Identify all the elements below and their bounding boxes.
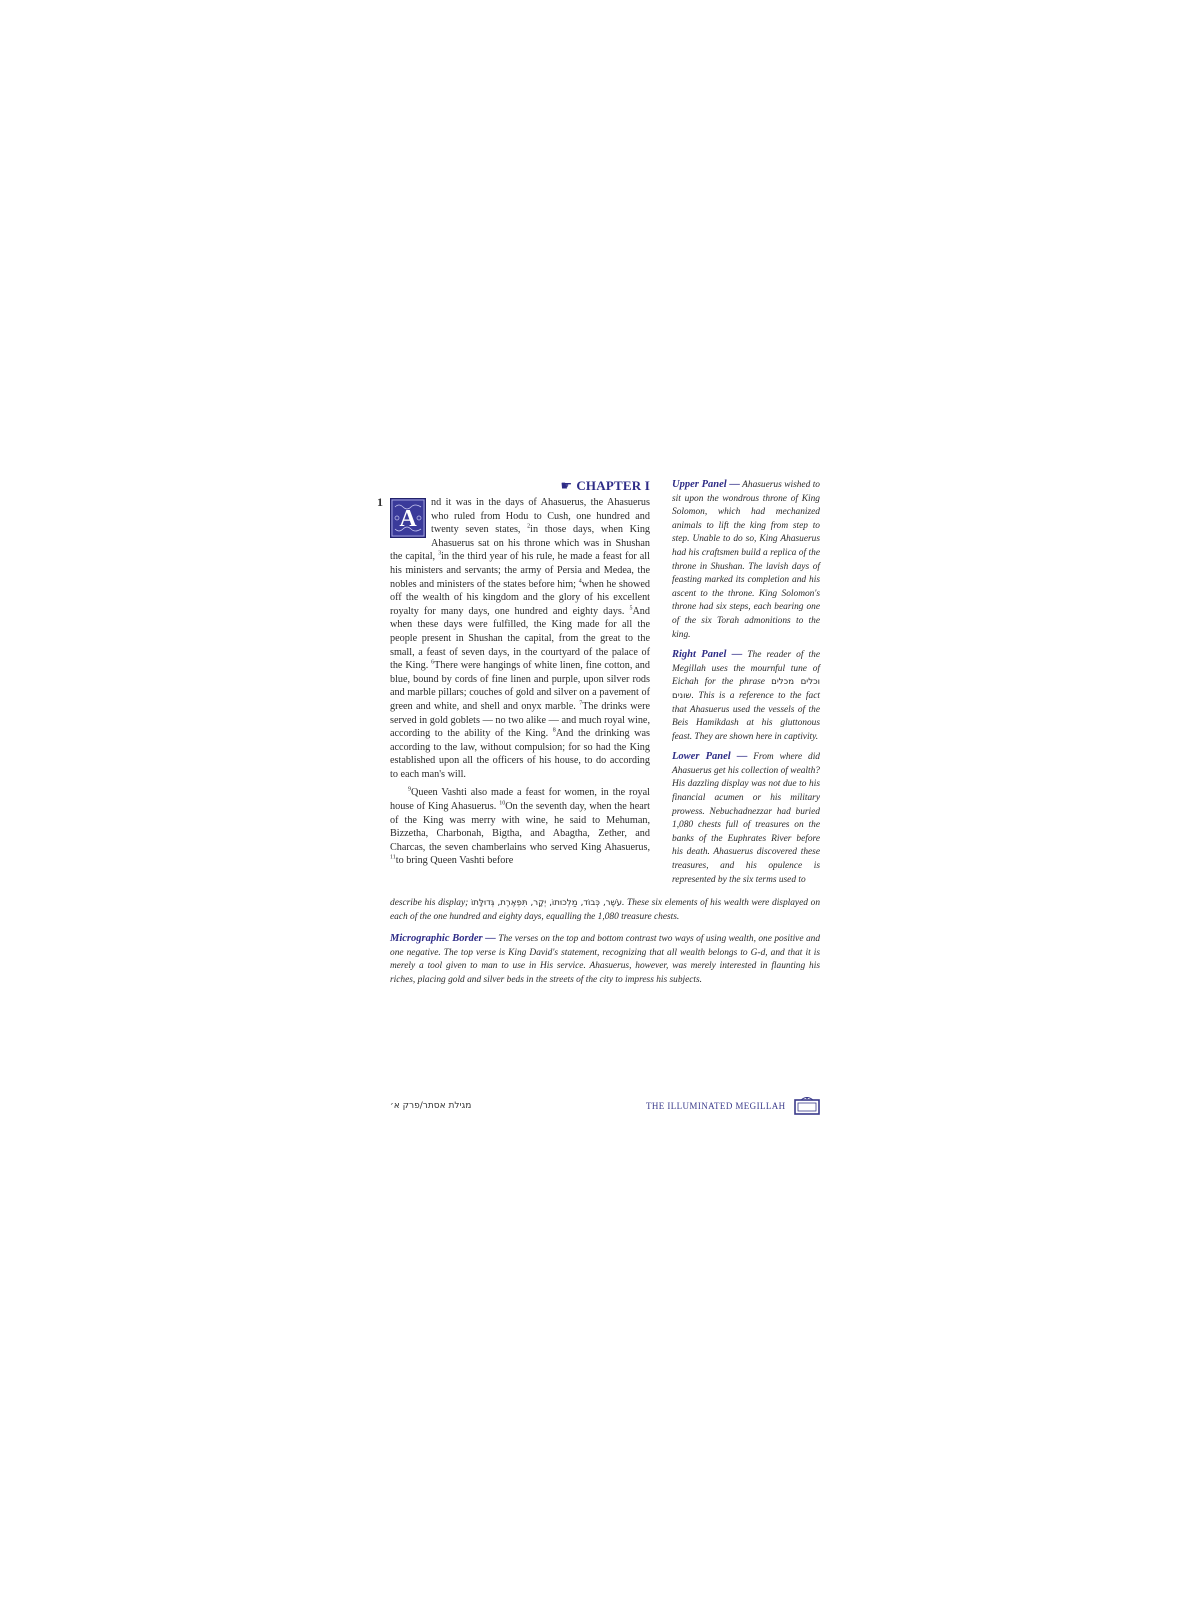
- verse-number: 6: [431, 659, 435, 666]
- scripture-text: [390, 496, 650, 868]
- right-panel-hebrew-phrase: וכלים מכלים שונים: [672, 677, 820, 701]
- verse-text: to bring Queen Vashti before: [395, 855, 514, 867]
- verse-number: 5: [629, 605, 633, 612]
- verse-number: 9: [408, 787, 411, 794]
- footer-hebrew-running-head: מגילת אסתר/פרק א׳: [390, 1101, 472, 1111]
- verse-text: Queen Vashti also made a feast for women, in the royal house of King Ahasuerus.: [390, 787, 650, 813]
- right-panel-text-before: The reader of the Megillah uses the mournful tune of Eichah for the phrase: [672, 650, 820, 688]
- scripture-paragraph-2: [390, 786, 650, 868]
- pointing-hand-icon: ☛: [560, 478, 573, 493]
- verse-number: 10: [499, 800, 506, 807]
- dropcap-letter: A: [399, 506, 417, 532]
- illuminated-dropcap: [390, 498, 426, 538]
- verse-text: in the third year of his rule, he made a feast for all his ministers and servants; the army of Persia and Medea, the nobles and ministers of the states before him;: [390, 551, 650, 590]
- verse-text: in those days, when King Ahasuerus sat on his throne which was in Shushan the capital,: [390, 524, 651, 563]
- right-panel-text-after: . This is a reference to the fact that Ahasuerus used the vessels of the Beis Hamikdash at his gluttonous feast. They are shown here in captivity.: [672, 690, 820, 742]
- verse-text: There were hangings of white linen, fine cotton, and blue, bound by cords of fine linen and purple, upon silver rods and marble pillars; couches of gold and silver on a pavement of green and white, and shell and onyx marble.: [390, 660, 650, 712]
- verse-number: 3: [438, 550, 442, 557]
- verse-text: nd it was in the days of Ahasuerus, the Ahasuerus who ruled from Hodu to Cush, one hundred and twenty seven states,: [431, 497, 650, 536]
- verse-text: The drinks were served in gold goblets — no two alike — and much royal wine, according to the ability of the King.: [390, 700, 650, 740]
- full-width-notes: [390, 897, 820, 996]
- micrographic-border-note: [390, 932, 820, 987]
- scripture-paragraph-1-text: [390, 497, 650, 780]
- verse-number: 7: [579, 700, 583, 707]
- continuation-text-after: . These six elements of his wealth were displayed on each of the one hundred and eighty days, equalling the 1,080 treasure chests.: [390, 898, 821, 922]
- book-frame-icon: [793, 1096, 821, 1116]
- upper-panel-heading: Upper Panel —: [672, 479, 740, 490]
- lower-panel-text: From where did Ahasuerus get his collection of wealth? His dazzling display was not due to his financial acumen or his military prowess. Nebuchadnezzar had buried 1,080 chests full of treasures on the banks of the Euphrates River before his death. Ahasuerus discovered these treasures, and his opulence is represented by the six terms used to: [672, 752, 820, 885]
- main-text-column: [377, 478, 651, 868]
- verse-text: And the drinking was according to the law, without compulsion; for so had the King established upon all the officers of his house, to do according to each man's will.: [390, 728, 651, 780]
- micrographic-border-heading: Micrographic Border —: [390, 933, 496, 945]
- lower-panel-continuation: [390, 897, 820, 924]
- verse-number: 8: [552, 727, 556, 734]
- right-panel-note: [672, 648, 820, 744]
- upper-panel-text: Ahasuerus wished to sit upon the wondrous throne of King Solomon, which had mechanized animals to lift the king from step to step. Unable to do so, King Ahasuerus had his craftsmen build a replica of the throne in Shushan. The lavish days of feasting marked its completion and his ascent to the throne. King Solomon's throne had six steps, each bearing one of the six Torah admonitions to the king.: [672, 480, 820, 640]
- lower-panel-note: [672, 750, 820, 887]
- chapter-margin-number: 1: [377, 495, 383, 509]
- verse-number: 11: [390, 855, 396, 862]
- verse-text: when he showed off the wealth of his kingdom and the glory of his excellent royalty for many days, one hundred and eighty days.: [390, 578, 650, 617]
- micrographic-border-text: The verses on the top and bottom contrast two ways of using wealth, one positive and one negative. The top verse is King David's statement, recognizing that all wealth belongs to G-d, and that it is merely a tool given to man to use in His service. Ahasuerus, however, was merely interested in flaunting his riches, placing gold and silver beds in the streets of the city to impress his subjects.: [390, 934, 821, 985]
- verse-number: 4: [578, 578, 582, 585]
- chapter-title: CHAPTER I: [576, 478, 650, 493]
- verse-text: On the seventh day, when the heart of the King was merry with wine, he said to Mehuman, Bizzetha, Charbonah, Bigtha, and Abagtha, Zether, and Charcas, the seven chamberlains who served King Ahasuerus,: [390, 801, 651, 853]
- verse-text: And when these days were fulfilled, the King made for all the people present in Shushan the capital, from the great to the small, a feast of seven days, in the courtyard of the palace of the King.: [390, 605, 650, 672]
- lower-panel-heading: Lower Panel —: [672, 751, 748, 763]
- chapter-heading: [390, 478, 650, 492]
- continuation-hebrew-terms: עֹשֶׁר, כְּבוֹד, מַלְכוּתוֹ, יְקָר, תִּפְאֶרֶת, גְּדוּלָּתוֹ: [470, 898, 623, 908]
- footer-book-title: THE ILLUMINATED MEGILLAH: [646, 1101, 786, 1111]
- upper-panel-note: [672, 478, 820, 642]
- commentary-column: [672, 478, 820, 893]
- scripture-paragraph-1: [390, 496, 650, 781]
- right-panel-heading: Right Panel —: [672, 649, 743, 661]
- verse-number: 2: [527, 523, 531, 530]
- dropcap-ornament-icon: [391, 499, 425, 537]
- continuation-text-before: describe his display;: [390, 898, 471, 908]
